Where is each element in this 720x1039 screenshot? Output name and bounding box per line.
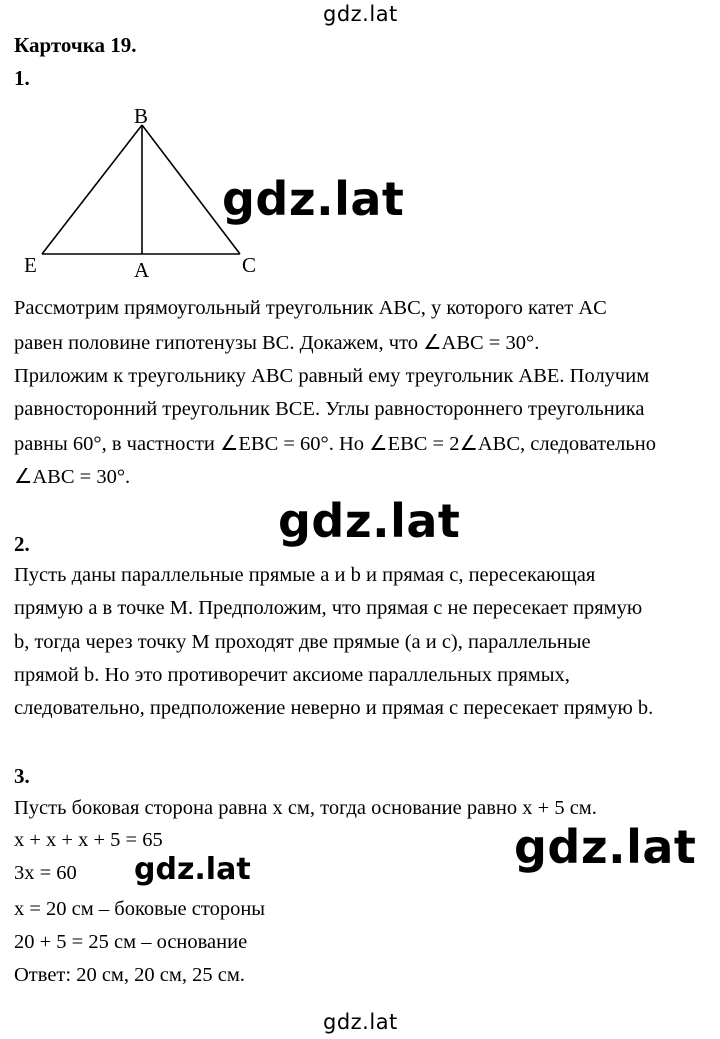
task3-number: 3. bbox=[14, 764, 30, 788]
task3-line: 20 + 5 = 25 см – основание bbox=[14, 931, 248, 953]
label-b: B bbox=[134, 104, 149, 128]
label-a: A bbox=[134, 258, 150, 282]
card-title: Карточка 19. bbox=[14, 33, 137, 57]
task2-line: Пусть даны параллельные прямые a и b и прямая c, пересекающая bbox=[14, 564, 596, 586]
task3-line: x + x + x + 5 = 65 bbox=[14, 829, 163, 851]
task3-line: Ответ: 20 см, 20 см, 25 см. bbox=[14, 964, 245, 986]
watermark-middle: gdz.lat bbox=[278, 494, 461, 548]
task1-line: ∠ABC = 30°. bbox=[14, 466, 131, 488]
watermark-small-inline: gdz.lat bbox=[134, 852, 251, 887]
task2-number: 2. bbox=[14, 532, 30, 556]
watermark-top: gdz.lat bbox=[323, 2, 398, 26]
task2-line: прямую a в точке M. Предположим, что прямая c не пересекает прямую bbox=[14, 597, 643, 619]
task1-line: равны 60°, в частности ∠EBC = 60°. Но ∠EBC = 2∠ABC, следовательно bbox=[14, 433, 656, 455]
task3-line: 3x = 60 bbox=[14, 862, 77, 884]
task1-line: равносторонний треугольник BCE. Углы равностороннего треугольника bbox=[14, 398, 645, 420]
watermark-bottom: gdz.lat bbox=[323, 1010, 398, 1034]
label-c: C bbox=[242, 253, 257, 277]
task3-line: x = 20 см – боковые стороны bbox=[14, 898, 266, 920]
watermark-figure: gdz.lat bbox=[222, 172, 405, 226]
label-e: E bbox=[24, 253, 37, 277]
watermark-right: gdz.lat bbox=[514, 820, 697, 874]
task1-line: Рассмотрим прямоугольный треугольник ABC, у которого катет AC bbox=[14, 297, 607, 319]
task3-line: Пусть боковая сторона равна x см, тогда основание равно x + 5 см. bbox=[14, 797, 597, 819]
task2-line: b, тогда через точку M проходят две прямые (a и c), параллельные bbox=[14, 631, 591, 653]
task1-number: 1. bbox=[14, 66, 30, 90]
task1-line: равен половине гипотенузы BC. Докажем, что ∠ABC = 30°. bbox=[14, 332, 540, 354]
task1-line: Приложим к треугольнику ABC равный ему треугольник ABE. Получим bbox=[14, 365, 650, 387]
task2-line: следовательно, предположение неверно и прямая c пересекает прямую b. bbox=[14, 697, 654, 719]
task2-line: прямой b. Но это противоречит аксиоме параллельных прямых, bbox=[14, 664, 570, 686]
side-be bbox=[42, 125, 142, 254]
